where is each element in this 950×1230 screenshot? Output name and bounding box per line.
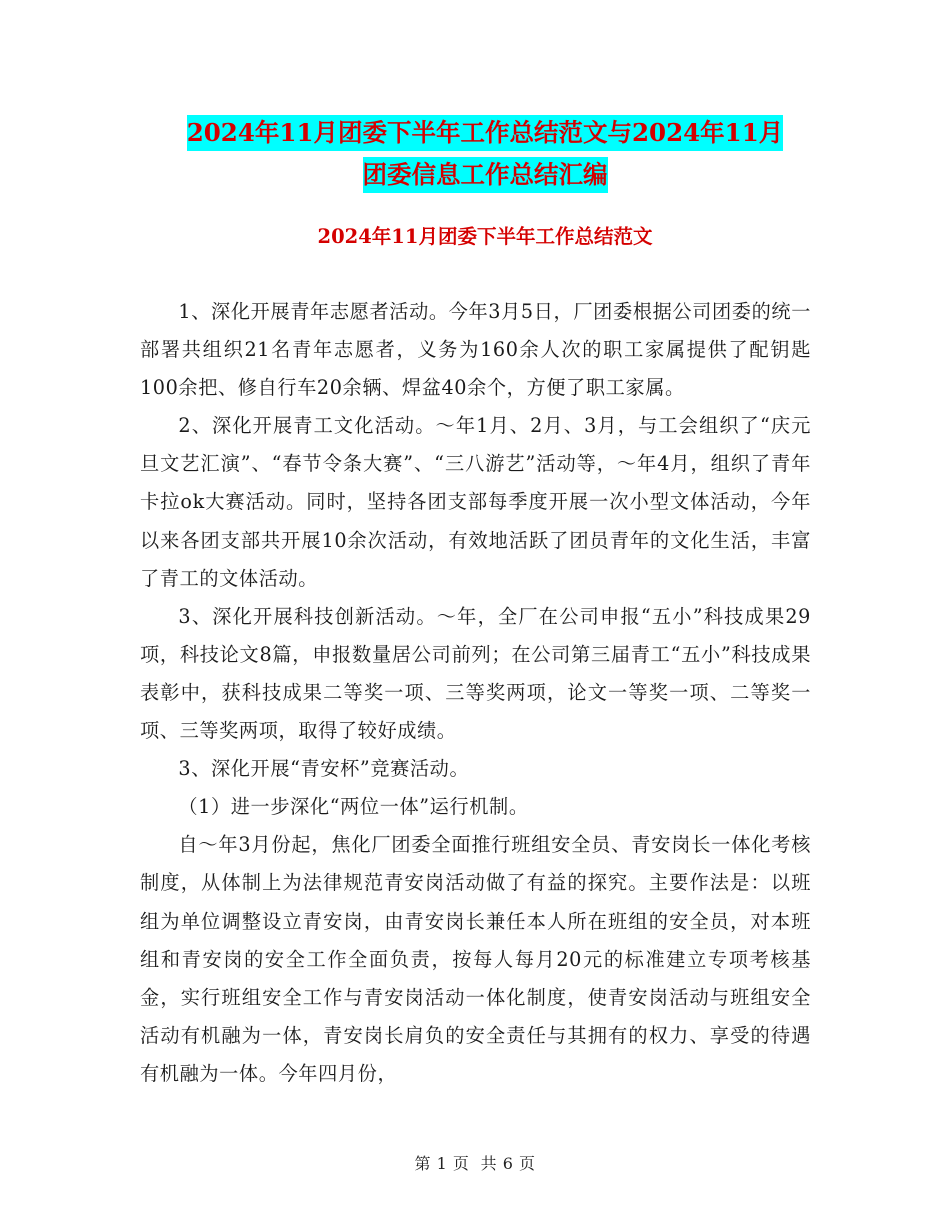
document-body	[140, 293, 811, 1093]
title-line-1: 2024年11月团委下半年工作总结范文与2024年11月	[187, 115, 784, 151]
paragraph-safety-contest: 3、深化开展“青安杯”竞赛活动。	[178, 757, 470, 781]
footer-mid: 页 共	[452, 1154, 498, 1173]
footer-prefix: 第	[414, 1154, 432, 1173]
paragraph-details: 自～年3月份起，焦化厂团委全面推行班组安全员、青安岗长一体化考核制度，从体制上为法律规范青安岗活动做了有益的探究。主要作法是：以班组为单位调整设立青安岗，由青安岗长兼任本人所在班组的安全员，对本班组和青安岗的安全工作全面负责，按每人每月20元的标准建立专项考核基金，实行班组安全工作与青安岗活动一体化制度，使青安岗活动与班组安全活动有机融为一体，青安岗长肩负的安全责任与其拥有的权力、享受的待遇有机融为一体。今年四月份，	[140, 833, 811, 1085]
title-line-2: 团委信息工作总结汇编	[363, 157, 608, 193]
paragraph-innovation: 3、深化开展科技创新活动。～年，全厂在公司申报“五小”科技成果29项，科技论文8篇，申报数量居公司前列；在公司第三届青工“五小”科技成果表彰中，获科技成果二等奖一项、三等奖两项，论文一等奖一项、二等奖一项、三等奖两项，取得了较好成绩。	[140, 604, 811, 743]
paragraph-culture: 2、深化开展青工文化活动。～年1月、2月、3月，与工会组织了“庆元旦文艺汇演”、“春节令条大赛”、“三八游艺”活动等，～年4月，组织了青年卡拉ok大赛活动。同时，坚持各团支部每季度开展一次小型文体活动，今年以来各团支部共开展10余次活动，有效地活跃了团员青年的文化生活，丰富了青工的文体活动。	[140, 414, 811, 590]
page-footer	[0, 1153, 950, 1175]
footer-total-pages: 6	[502, 1154, 514, 1173]
section-title: 2024年11月团委下半年工作总结范文	[317, 225, 653, 248]
document-title	[140, 112, 830, 196]
footer-page-number: 1	[436, 1154, 448, 1173]
paragraph-mechanism: （1）进一步深化“两位一体”运行机制。	[178, 795, 529, 819]
footer-suffix: 页	[518, 1154, 536, 1173]
paragraph-volunteer: 1、深化开展青年志愿者活动。今年3月5日，厂团委根据公司团委的统一部署共组织21名青年志愿者，义务为160余人次的职工家属提供了配钥匙100余把、修自行车20余辆、焊盆40余个，方便了职工家属。	[140, 300, 811, 400]
